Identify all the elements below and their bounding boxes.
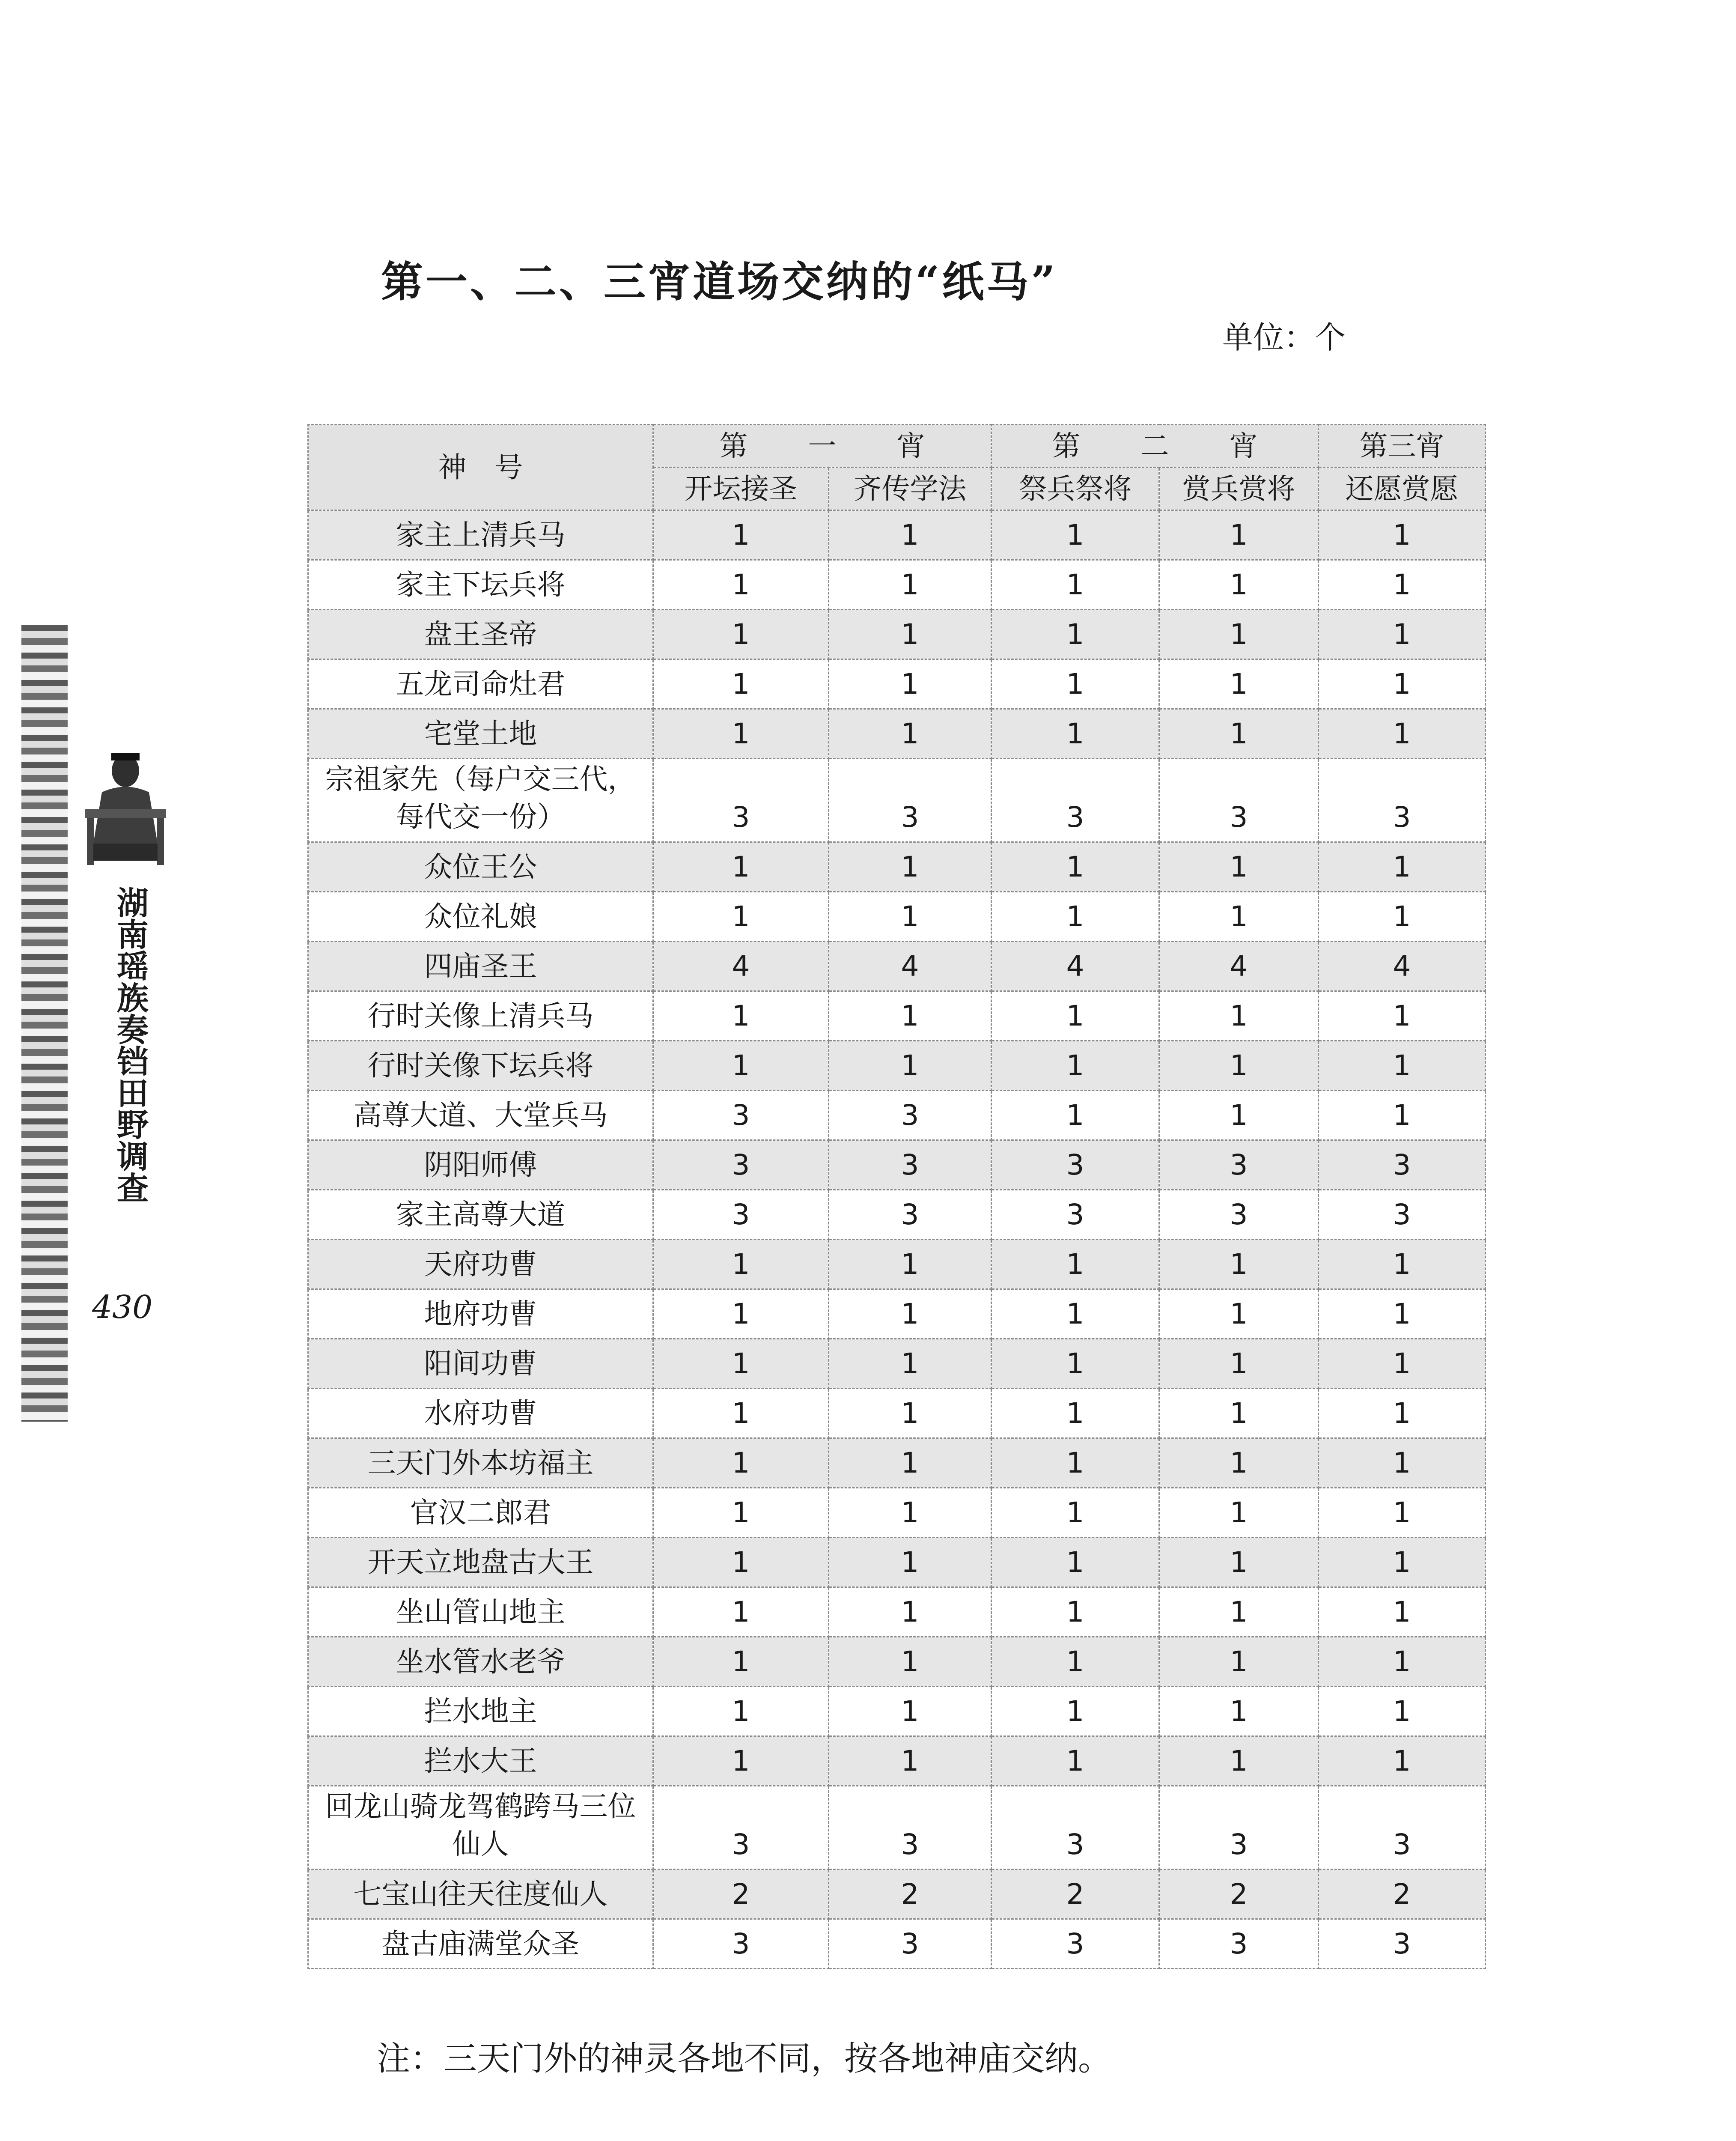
count-cell: 1 <box>829 1438 992 1488</box>
deity-name-cell: 众位王公 <box>308 842 653 892</box>
count-cell: 1 <box>829 1041 992 1091</box>
count-cell: 1 <box>829 1240 992 1289</box>
table-row <box>308 1919 1486 1969</box>
count-cell: 1 <box>653 709 829 759</box>
table-row <box>308 1786 1486 1870</box>
count-cell: 1 <box>653 991 829 1041</box>
offerings-table <box>307 424 1486 1969</box>
count-cell: 3 <box>653 1140 829 1190</box>
deity-name-cell: 家主上清兵马 <box>308 510 653 560</box>
count-cell: 3 <box>653 1091 829 1140</box>
table-row <box>308 1587 1486 1637</box>
deity-name-cell: 回龙山骑龙驾鹤跨马三位仙人 <box>308 1786 653 1870</box>
count-cell: 1 <box>992 1339 1159 1389</box>
count-cell: 3 <box>1159 759 1319 842</box>
table-row <box>308 709 1486 759</box>
count-cell: 1 <box>1319 1091 1486 1140</box>
count-cell: 1 <box>1159 1438 1319 1488</box>
unit-label: 单位：个 <box>1222 319 1346 355</box>
count-cell: 1 <box>829 1289 992 1339</box>
count-cell: 1 <box>1319 1339 1486 1389</box>
count-cell: 3 <box>992 1190 1159 1240</box>
table-row <box>308 1041 1486 1091</box>
count-cell: 1 <box>653 560 829 610</box>
count-cell: 1 <box>992 892 1159 942</box>
count-cell: 1 <box>1319 991 1486 1041</box>
count-cell: 1 <box>992 1687 1159 1736</box>
count-cell: 3 <box>1319 1919 1486 1969</box>
count-cell: 2 <box>1159 1870 1319 1919</box>
count-cell: 3 <box>829 1140 992 1190</box>
count-cell: 1 <box>829 991 992 1041</box>
count-cell: 1 <box>1159 991 1319 1041</box>
count-cell: 1 <box>1319 1637 1486 1687</box>
count-cell: 1 <box>992 1091 1159 1140</box>
count-cell: 1 <box>829 560 992 610</box>
count-cell: 3 <box>829 1919 992 1969</box>
count-cell: 3 <box>829 1091 992 1140</box>
count-cell: 1 <box>1319 1587 1486 1637</box>
count-cell: 1 <box>1159 1538 1319 1587</box>
table-row <box>308 842 1486 892</box>
count-cell: 1 <box>992 1637 1159 1687</box>
table-row <box>308 1289 1486 1339</box>
count-cell: 1 <box>1319 1438 1486 1488</box>
deity-name-cell: 众位礼娘 <box>308 892 653 942</box>
count-cell: 1 <box>653 659 829 709</box>
count-cell: 1 <box>1319 1687 1486 1736</box>
count-cell: 1 <box>1159 560 1319 610</box>
group-header-night-2: 第 二 宵 <box>992 425 1319 468</box>
count-cell: 1 <box>992 842 1159 892</box>
count-cell: 1 <box>1159 510 1319 560</box>
count-cell: 1 <box>829 1637 992 1687</box>
table-row <box>308 759 1486 842</box>
count-cell: 4 <box>653 942 829 991</box>
name-column-header: 神 号 <box>308 425 653 510</box>
count-cell: 1 <box>1159 610 1319 659</box>
table-row <box>308 1488 1486 1538</box>
table-row <box>308 659 1486 709</box>
count-cell: 1 <box>829 842 992 892</box>
count-cell: 1 <box>829 1587 992 1637</box>
table-header-row <box>308 425 1486 468</box>
count-cell: 1 <box>653 1389 829 1438</box>
count-cell: 1 <box>1159 1041 1319 1091</box>
sub-header: 齐传学法 <box>829 468 992 510</box>
count-cell: 1 <box>992 659 1159 709</box>
count-cell: 1 <box>992 1438 1159 1488</box>
count-cell: 1 <box>829 510 992 560</box>
count-cell: 1 <box>1159 709 1319 759</box>
table-row <box>308 1091 1486 1140</box>
page-number: 430 <box>92 1289 153 1326</box>
table-row <box>308 610 1486 659</box>
count-cell: 1 <box>992 1488 1159 1538</box>
count-cell: 1 <box>1159 1389 1319 1438</box>
count-cell: 1 <box>653 1736 829 1786</box>
count-cell: 2 <box>992 1870 1159 1919</box>
table-row <box>308 1687 1486 1736</box>
count-cell: 1 <box>992 991 1159 1041</box>
count-cell: 1 <box>1159 1637 1319 1687</box>
count-cell: 1 <box>653 1687 829 1736</box>
count-cell: 2 <box>1319 1870 1486 1919</box>
table-row <box>308 1339 1486 1389</box>
deity-name-cell: 坐水管水老爷 <box>308 1637 653 1687</box>
count-cell: 1 <box>992 610 1159 659</box>
count-cell: 1 <box>1319 709 1486 759</box>
count-cell: 3 <box>829 1190 992 1240</box>
count-cell: 1 <box>1159 659 1319 709</box>
count-cell: 1 <box>653 1587 829 1637</box>
count-cell: 1 <box>1319 892 1486 942</box>
count-cell: 1 <box>1319 1389 1486 1438</box>
count-cell: 1 <box>653 1488 829 1538</box>
deity-name-cell: 四庙圣王 <box>308 942 653 991</box>
count-cell: 1 <box>653 1240 829 1289</box>
count-cell: 1 <box>829 610 992 659</box>
count-cell: 1 <box>829 709 992 759</box>
count-cell: 1 <box>1319 1041 1486 1091</box>
count-cell: 3 <box>1159 1190 1319 1240</box>
count-cell: 3 <box>1319 1140 1486 1190</box>
count-cell: 1 <box>1159 1587 1319 1637</box>
count-cell: 3 <box>992 1140 1159 1190</box>
count-cell: 3 <box>1159 1919 1319 1969</box>
count-cell: 1 <box>1319 560 1486 610</box>
count-cell: 1 <box>1319 842 1486 892</box>
count-cell: 4 <box>992 942 1159 991</box>
sub-header: 祭兵祭将 <box>992 468 1159 510</box>
count-cell: 1 <box>829 1687 992 1736</box>
count-cell: 3 <box>653 759 829 842</box>
sub-header: 赏兵赏将 <box>1159 468 1319 510</box>
deity-name-cell: 家主下坛兵将 <box>308 560 653 610</box>
deity-name-cell: 盘古庙满堂众圣 <box>308 1919 653 1969</box>
count-cell: 3 <box>992 1786 1159 1870</box>
table-row <box>308 1190 1486 1240</box>
count-cell: 1 <box>1159 892 1319 942</box>
count-cell: 1 <box>1159 1488 1319 1538</box>
table-row <box>308 942 1486 991</box>
count-cell: 3 <box>992 759 1159 842</box>
count-cell: 3 <box>653 1190 829 1240</box>
deity-name-cell: 阴阳师傅 <box>308 1140 653 1190</box>
count-cell: 1 <box>992 510 1159 560</box>
count-cell: 3 <box>1319 1786 1486 1870</box>
table-row <box>308 1870 1486 1919</box>
count-cell: 3 <box>992 1919 1159 1969</box>
deity-name-cell: 坐山管山地主 <box>308 1587 653 1637</box>
deity-name-cell: 三天门外本坊福主 <box>308 1438 653 1488</box>
count-cell: 1 <box>653 1438 829 1488</box>
count-cell: 1 <box>653 1339 829 1389</box>
table-row <box>308 1240 1486 1289</box>
table-row <box>308 991 1486 1041</box>
table-row <box>308 892 1486 942</box>
count-cell: 4 <box>1319 942 1486 991</box>
count-cell: 1 <box>992 1389 1159 1438</box>
count-cell: 1 <box>829 1339 992 1389</box>
deity-name-cell: 七宝山往天往度仙人 <box>308 1870 653 1919</box>
deity-name-cell: 宅堂土地 <box>308 709 653 759</box>
count-cell: 4 <box>829 942 992 991</box>
seated-figure-image <box>76 745 175 874</box>
count-cell: 1 <box>653 510 829 560</box>
footnote: 注：三天门外的神灵各地不同，按各地神庙交纳。 <box>377 2040 1112 2078</box>
count-cell: 1 <box>992 560 1159 610</box>
count-cell: 3 <box>653 1919 829 1969</box>
count-cell: 1 <box>1319 1240 1486 1289</box>
count-cell: 1 <box>653 610 829 659</box>
sub-header: 还愿赏愿 <box>1319 468 1486 510</box>
count-cell: 1 <box>653 1538 829 1587</box>
deity-name-cell: 地府功曹 <box>308 1289 653 1339</box>
count-cell: 1 <box>829 659 992 709</box>
count-cell: 1 <box>1159 842 1319 892</box>
count-cell: 1 <box>1319 1538 1486 1587</box>
deity-name-cell: 拦水大王 <box>308 1736 653 1786</box>
count-cell: 3 <box>1319 759 1486 842</box>
deity-name-cell: 天府功曹 <box>308 1240 653 1289</box>
count-cell: 1 <box>653 892 829 942</box>
count-cell: 1 <box>992 1289 1159 1339</box>
count-cell: 3 <box>829 759 992 842</box>
count-cell: 1 <box>992 1538 1159 1587</box>
deity-name-cell: 水府功曹 <box>308 1389 653 1438</box>
count-cell: 1 <box>1159 1091 1319 1140</box>
count-cell: 1 <box>829 1488 992 1538</box>
table-row <box>308 1438 1486 1488</box>
table-row <box>308 1140 1486 1190</box>
count-cell: 1 <box>992 1240 1159 1289</box>
count-cell: 1 <box>1159 1687 1319 1736</box>
deity-name-cell: 宗祖家先（每户交三代，每代交一份） <box>308 759 653 842</box>
page-title: 第一、二、三宵道场交纳的“纸马” <box>381 257 1058 307</box>
deity-name-cell: 行时关像下坛兵将 <box>308 1041 653 1091</box>
count-cell: 1 <box>829 1538 992 1587</box>
deity-name-cell: 家主高尊大道 <box>308 1190 653 1240</box>
count-cell: 1 <box>992 709 1159 759</box>
count-cell: 1 <box>1159 1736 1319 1786</box>
count-cell: 1 <box>829 1736 992 1786</box>
table-row <box>308 1538 1486 1587</box>
group-header-night-3: 第三宵 <box>1319 425 1486 468</box>
count-cell: 3 <box>829 1786 992 1870</box>
count-cell: 3 <box>1159 1140 1319 1190</box>
deity-name-cell: 拦水地主 <box>308 1687 653 1736</box>
count-cell: 1 <box>1159 1339 1319 1389</box>
deity-name-cell: 盘王圣帝 <box>308 610 653 659</box>
count-cell: 1 <box>992 1041 1159 1091</box>
count-cell: 1 <box>1319 610 1486 659</box>
deity-name-cell: 官汉二郎君 <box>308 1488 653 1538</box>
count-cell: 3 <box>1159 1786 1319 1870</box>
deity-name-cell: 高尊大道、大堂兵马 <box>308 1091 653 1140</box>
count-cell: 3 <box>653 1786 829 1870</box>
count-cell: 1 <box>653 1041 829 1091</box>
count-cell: 1 <box>1319 1736 1486 1786</box>
group-header-night-1: 第 一 宵 <box>653 425 992 468</box>
count-cell: 3 <box>1319 1190 1486 1240</box>
count-cell: 1 <box>829 892 992 942</box>
count-cell: 1 <box>653 1289 829 1339</box>
book-title-vertical: 湖南瑶族奏铛田野调查 <box>112 886 149 1203</box>
count-cell: 1 <box>653 1637 829 1687</box>
count-cell: 1 <box>1159 1240 1319 1289</box>
count-cell: 4 <box>1159 942 1319 991</box>
count-cell: 1 <box>1159 1289 1319 1339</box>
count-cell: 1 <box>1319 510 1486 560</box>
sub-header: 开坛接圣 <box>653 468 829 510</box>
deity-name-cell: 阳间功曹 <box>308 1339 653 1389</box>
deity-name-cell: 行时关像上清兵马 <box>308 991 653 1041</box>
count-cell: 2 <box>829 1870 992 1919</box>
count-cell: 1 <box>1319 1488 1486 1538</box>
count-cell: 2 <box>653 1870 829 1919</box>
count-cell: 1 <box>1319 659 1486 709</box>
deity-name-cell: 开天立地盘古大王 <box>308 1538 653 1587</box>
deity-name-cell: 五龙司命灶君 <box>308 659 653 709</box>
table-row <box>308 1389 1486 1438</box>
table-row <box>308 1637 1486 1687</box>
count-cell: 1 <box>1319 1289 1486 1339</box>
count-cell: 1 <box>992 1587 1159 1637</box>
table-row <box>308 510 1486 560</box>
table-row <box>308 1736 1486 1786</box>
decorative-border <box>21 625 68 1422</box>
count-cell: 1 <box>829 1389 992 1438</box>
table-row <box>308 560 1486 610</box>
count-cell: 1 <box>653 842 829 892</box>
count-cell: 1 <box>992 1736 1159 1786</box>
